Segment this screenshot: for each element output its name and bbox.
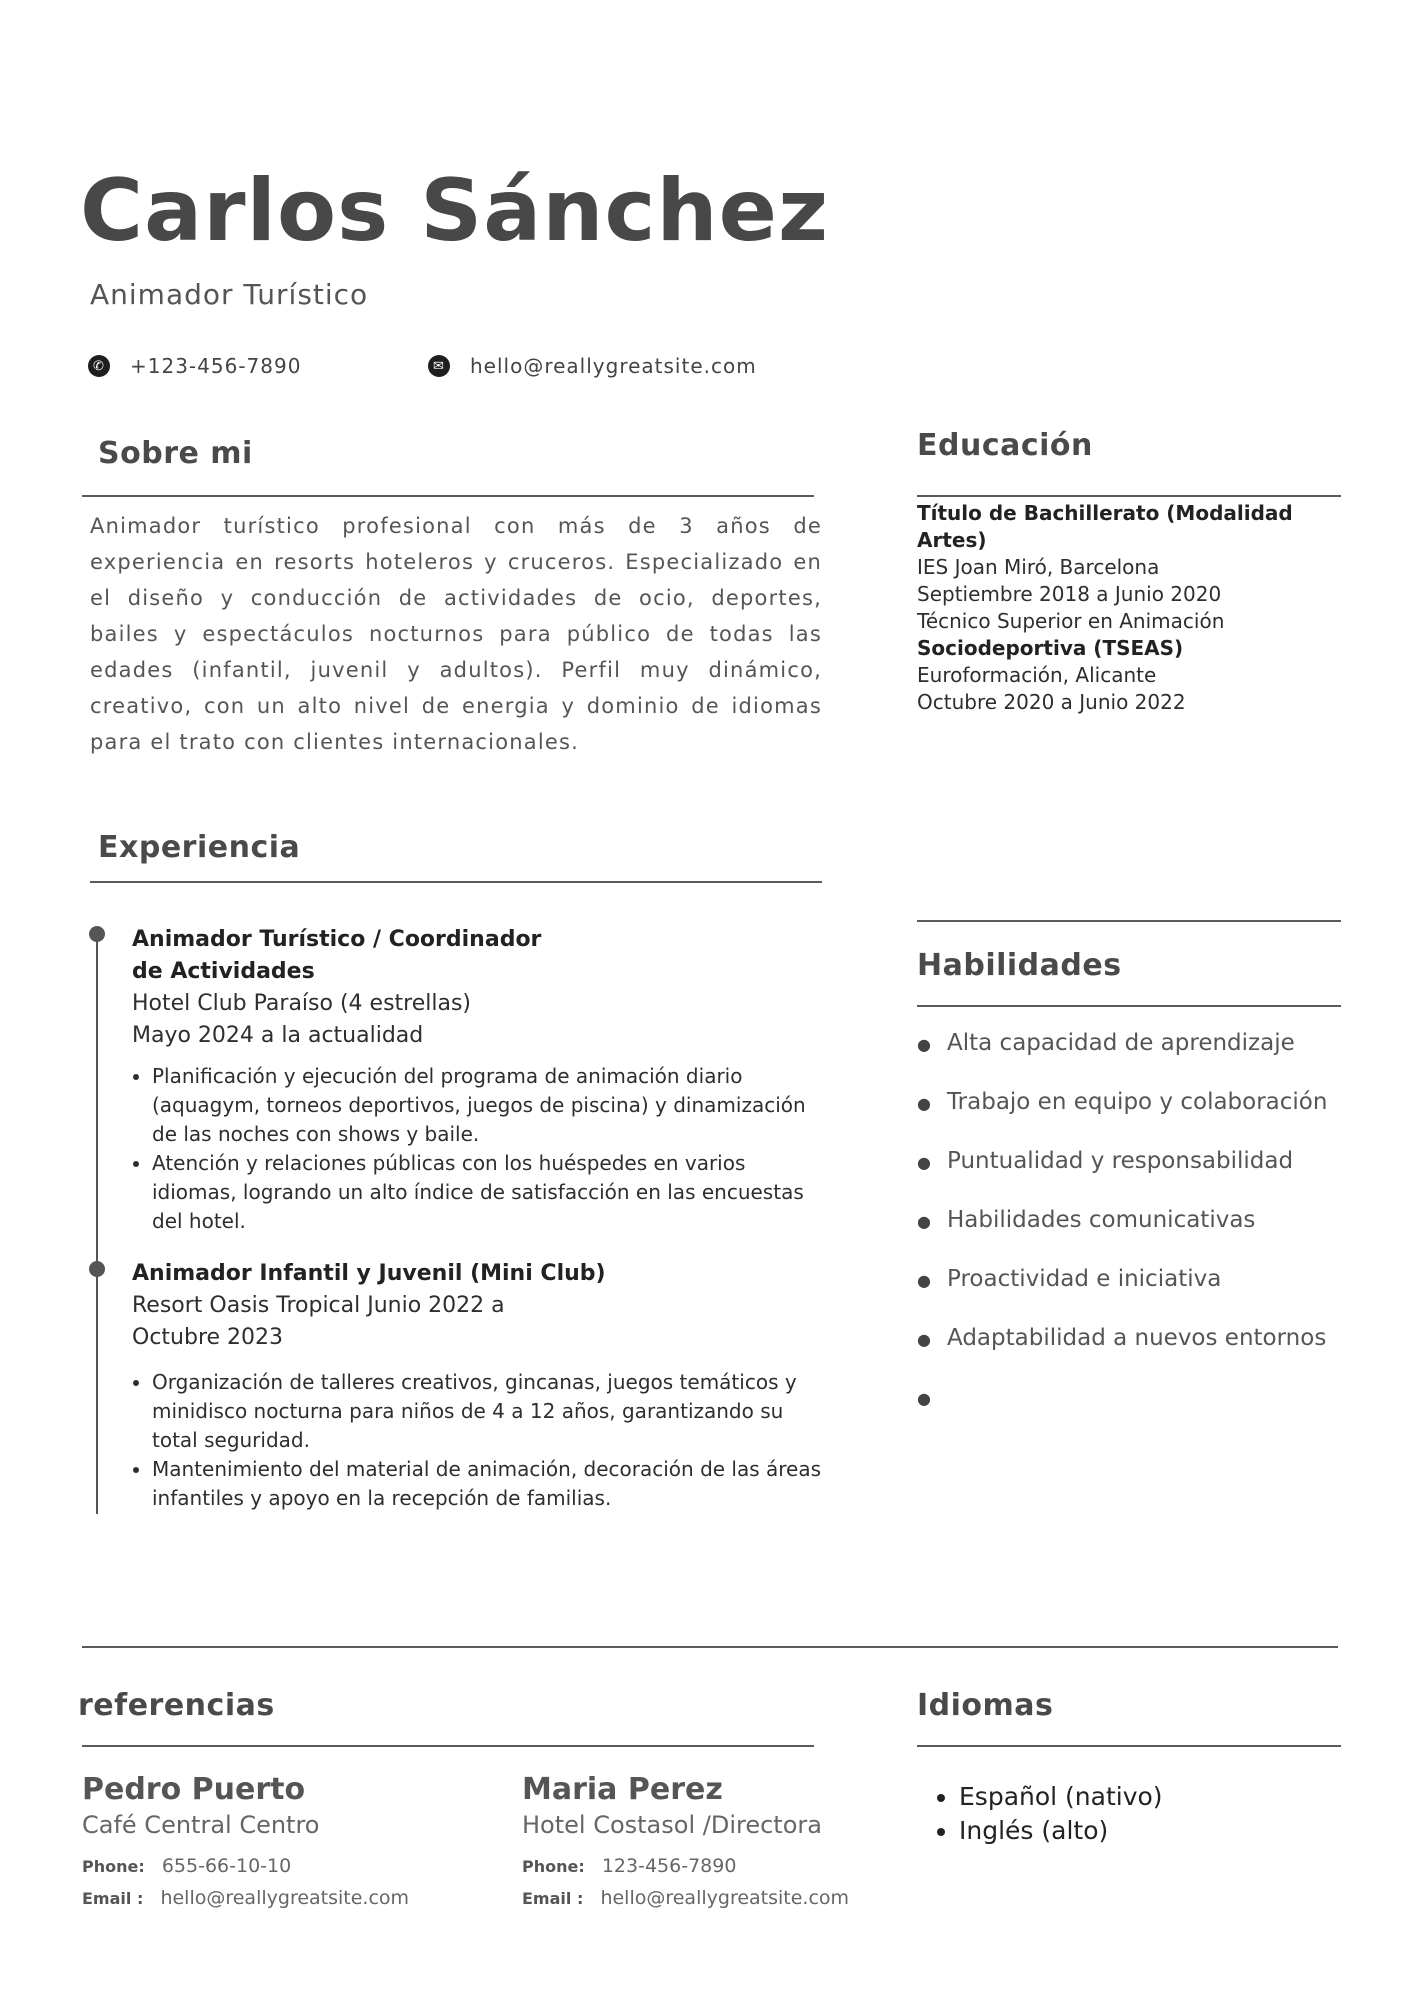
education-list xyxy=(917,500,1337,716)
skills-list xyxy=(917,1030,1327,1443)
languages-divider xyxy=(917,1745,1341,1747)
experience-company: Hotel Club Paraíso (4 estrellas) xyxy=(132,991,472,1016)
reference-phone-row xyxy=(82,1855,409,1877)
reference-email: hello@reallygreatsite.com xyxy=(600,1887,850,1909)
timeline-dot xyxy=(89,926,105,942)
phone-icon: ✆ xyxy=(88,355,110,377)
bullet-item: • Mantenimiento del material de animación, decoración de las áreas infantiles y apoyo en la recepción de familias. xyxy=(152,1455,832,1513)
language-item: • Inglés (alto) xyxy=(959,1814,1163,1848)
education-line: IES Joan Miró, Barcelona xyxy=(917,555,1160,579)
languages-list xyxy=(935,1780,1163,1848)
bullet-item: • Atención y relaciones públicas con los huéspedes en varios idiomas, logrando un alto índice de satisfacción en las encuestas del hotel. xyxy=(152,1149,832,1236)
education-line: Sociodeportiva (TSEAS) xyxy=(917,636,1184,660)
experience-bullets xyxy=(132,1368,832,1513)
bullet-item: • Organización de talleres creativos, gincanas, juegos temáticos y minidisco nocturna para niños de 4 a 12 años, garantizando su total seguridad. xyxy=(152,1368,832,1455)
email-address: hello@reallygreatsite.com xyxy=(470,354,757,378)
experience-bullets xyxy=(132,1062,832,1236)
skills-divider xyxy=(917,1005,1341,1007)
education-line: Septiembre 2018 a Junio 2020 xyxy=(917,582,1222,606)
experience-role: Animador Turístico / Coordinador xyxy=(132,927,542,952)
skill-item: ● Habilidades comunicativas xyxy=(917,1207,1256,1233)
email-contact xyxy=(428,354,757,378)
experience-item xyxy=(132,924,832,1236)
education-line: Técnico Superior en Animación xyxy=(917,609,1225,633)
education-line: Artes) xyxy=(917,528,987,552)
education-line: Título de Bachillerato (Modalidad xyxy=(917,501,1293,525)
phone-label: Phone: xyxy=(82,1857,145,1876)
skills-heading: Habilidades xyxy=(917,948,1122,983)
skill-item: ● xyxy=(917,1389,931,1408)
reference-name: Pedro Puerto xyxy=(82,1772,306,1807)
languages-heading: Idiomas xyxy=(917,1688,1054,1723)
experience-heading: Experiencia xyxy=(98,830,301,865)
reference-email-row xyxy=(522,1887,849,1909)
experience-role: de Actividades xyxy=(132,959,315,984)
experience-dates: Octubre 2023 xyxy=(132,1325,284,1350)
phone-number: +123-456-7890 xyxy=(130,354,302,378)
job-title: Animador Turístico xyxy=(90,278,369,311)
timeline-dot xyxy=(89,1261,105,1277)
skill-item: ● Proactividad e iniciativa xyxy=(917,1266,1222,1292)
skill-item: ● Trabajo en equipo y colaboración xyxy=(917,1089,1328,1115)
reference-card xyxy=(522,1772,849,1909)
education-line: Euroformación, Alicante xyxy=(917,663,1157,687)
reference-organization: Café Central Centro xyxy=(82,1811,320,1839)
timeline-line xyxy=(96,930,98,1514)
education-heading: Educación xyxy=(917,428,1093,463)
bullet-item: • Planificación y ejecución del programa de animación diario (aquagym, torneos deportivos, juegos de piscina) y dinamización de las noches con shows y baile. xyxy=(152,1062,832,1149)
about-heading: Sobre mi xyxy=(98,436,253,471)
experience-role: Animador Infantil y Juvenil (Mini Club) xyxy=(132,1261,606,1286)
education-divider xyxy=(917,495,1341,497)
references-heading: referencias xyxy=(78,1688,275,1723)
reference-phone-row xyxy=(522,1855,849,1877)
email-label: Email : xyxy=(522,1889,584,1908)
mail-icon: ✉ xyxy=(428,355,450,377)
references-top-divider xyxy=(82,1646,1338,1648)
skill-item: ● Adaptabilidad a nuevos entornos xyxy=(917,1325,1327,1351)
reference-phone: 123-456-7890 xyxy=(601,1855,737,1877)
skill-item: ● Puntualidad y responsabilidad xyxy=(917,1148,1294,1174)
education-line: Octubre 2020 a Junio 2022 xyxy=(917,690,1186,714)
skills-top-divider xyxy=(917,920,1341,922)
phone-label: Phone: xyxy=(522,1857,585,1876)
reference-card xyxy=(82,1772,409,1909)
references-divider xyxy=(82,1745,814,1747)
candidate-name: Carlos Sánchez xyxy=(80,161,830,261)
reference-email: hello@reallygreatsite.com xyxy=(160,1887,410,1909)
reference-email-row xyxy=(82,1887,409,1909)
about-text: Animador turístico profesional con más de 3 años de experiencia en resorts hoteleros y cruceros. Especializado en el diseño y conducción de actividades de ocio, deportes, bailes y espectáculos nocturnos para público de todas las edades (infantil, juvenil y adultos). Perfil muy dinámico, creativo, con un alto nivel de energia y dominio de idiomas para el trato con clientes internacionales. xyxy=(90,514,822,754)
skill-item: ● Alta capacidad de aprendizaje xyxy=(917,1030,1295,1056)
phone-contact xyxy=(88,354,301,378)
experience-item xyxy=(132,1258,832,1513)
language-item: • Español (nativo) xyxy=(959,1780,1163,1814)
email-label: Email : xyxy=(82,1889,144,1908)
experience-company: Resort Oasis Tropical Junio 2022 a xyxy=(132,1293,505,1318)
reference-name: Maria Perez xyxy=(522,1772,723,1807)
experience-divider xyxy=(90,881,822,883)
reference-phone: 655-66-10-10 xyxy=(161,1855,292,1877)
experience-dates: Mayo 2024 a la actualidad xyxy=(132,1023,424,1048)
reference-organization: Hotel Costasol /Directora xyxy=(522,1811,822,1839)
about-divider xyxy=(82,495,814,497)
